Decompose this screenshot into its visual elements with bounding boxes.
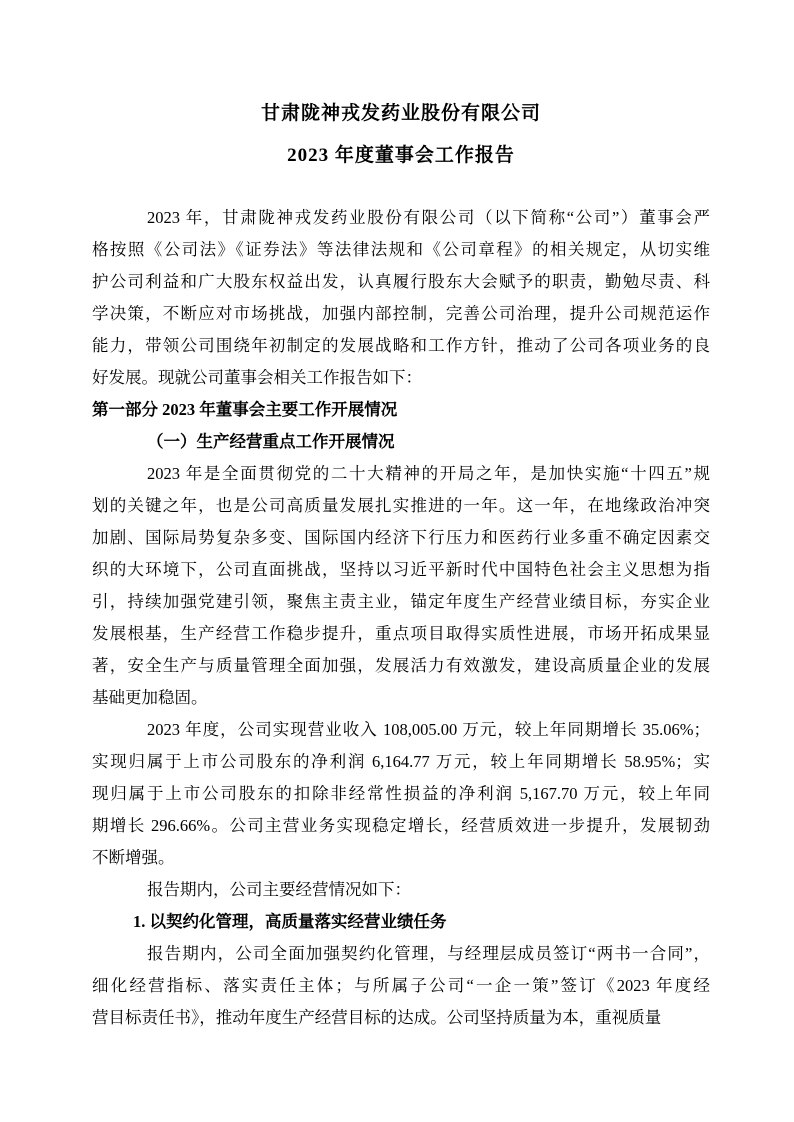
paragraph xyxy=(92,714,710,874)
text-line: 划的关键之年，也是公司高质量发展扎实推进的一年。这一年，在地缘政治冲突 xyxy=(92,496,710,515)
text-line: 细化经营指标、落实责任主体；与所属子公司“一企一策”签订《2023 年度经 xyxy=(92,976,710,995)
text-line: 第一部分 2023 年董事会主要工作开展情况 xyxy=(92,400,398,419)
text-line: 格按照《公司法》《证券法》等法律法规和《公司章程》的相关规定，从切实维 xyxy=(92,240,710,259)
report-title-company: 甘肃陇神戎发药业股份有限公司 xyxy=(260,103,541,124)
text-line: 1. 以契约化管理，高质量落实经营业绩任务 xyxy=(133,912,447,931)
report-title-subject: 2023 年度董事会工作报告 xyxy=(287,145,515,166)
text-line: 报告期内，公司全面加强契约化管理，与经理层成员签订“两书一合同”， xyxy=(147,944,710,963)
paragraph xyxy=(92,458,710,714)
text-line: 护公司利益和广大股东权益出发，认真履行股东大会赋予的职责，勤勉尽责、科 xyxy=(92,272,710,291)
text-line: （一）生产经营重点工作开展情况 xyxy=(147,432,395,451)
document-body xyxy=(92,202,710,1034)
text-line: 织的大环境下，公司直面挑战，坚持以习近平新时代中国特色社会主义思想为指 xyxy=(92,560,710,579)
paragraph xyxy=(92,202,710,394)
text-line: 2023 年度，公司实现营业收入 108,005.00 万元，较上年同期增长 35.06%； xyxy=(147,720,710,739)
text-line: 不断增强。 xyxy=(92,848,175,867)
text-line: 2023 年，甘肃陇神戎发药业股份有限公司（以下简称“公司”）董事会严 xyxy=(147,208,710,227)
text-line: 营目标责任书》，推动年度生产经营目标的达成。公司坚持质量为本，重视质量 xyxy=(92,1008,662,1027)
text-line: 基础更加稳固。 xyxy=(92,688,208,707)
text-line: 现归属于上市公司股东的扣除非经常性损益的净利润 5,167.70 万元，较上年同 xyxy=(92,784,710,803)
heading-sub xyxy=(92,426,710,458)
heading-center xyxy=(92,394,710,426)
text-line: 2023 年是全面贯彻党的二十大精神的开局之年，是加快实施“十四五”规 xyxy=(147,464,710,483)
text-line: 报告期内，公司主要经营情况如下： xyxy=(147,880,411,899)
paragraph xyxy=(92,938,710,1034)
heading-num xyxy=(92,906,710,938)
text-line: 能力，带领公司围绕年初制定的发展战略和工作方针，推动了公司各项业务的良 xyxy=(92,336,710,355)
text-line: 著，安全生产与质量管理全面加强，发展活力有效激发，建设高质量企业的发展 xyxy=(92,656,710,675)
text-line: 发展根基，生产经营工作稳步提升，重点项目取得实质性进展，市场开拓成果显 xyxy=(92,624,710,643)
report-title-block xyxy=(92,93,710,177)
text-line: 实现归属于上市公司股东的净利润 6,164.77 万元，较上年同期增长 58.95%；实 xyxy=(92,752,710,771)
text-line: 引，持续加强党建引领，聚焦主责主业，锚定年度生产经营业绩目标，夯实企业 xyxy=(92,592,710,611)
paragraph xyxy=(92,874,710,906)
text-line: 加剧、国际局势复杂多变、国际国内经济下行压力和医药行业多重不确定因素交 xyxy=(92,528,710,547)
text-line: 学决策，不断应对市场挑战，加强内部控制，完善公司治理，提升公司规范运作 xyxy=(92,304,710,323)
text-line: 期增长 296.66%。公司主营业务实现稳定增长，经营质效进一步提升，发展韧劲 xyxy=(92,816,710,835)
text-line: 好发展。现就公司董事会相关工作报告如下： xyxy=(92,368,422,387)
